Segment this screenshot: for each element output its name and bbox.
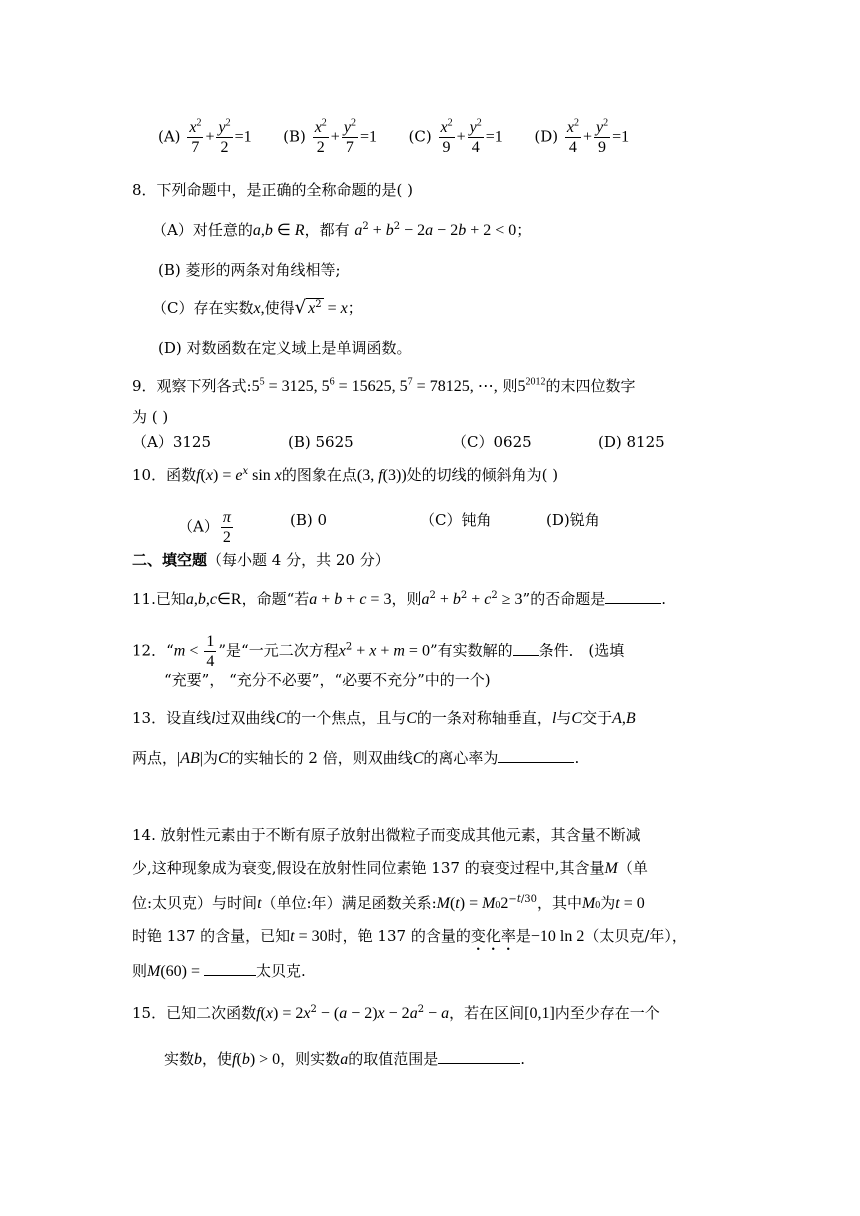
q7-option-b-label: (B) bbox=[283, 127, 306, 146]
q14-line4: 时铯 137 的含量，已知t = 30时，铯 137 的含量的变化率是−10 ln 2（太贝克/年）， bbox=[132, 927, 687, 945]
q7-a-frac1: $\frac{x^2}{7}$ bbox=[189, 117, 202, 156]
q15: 15．已知二次函数$f(x) = 2x^2 - (a - 2)x - 2a^2 - a$，若在区间[0,1]内至少存在一个 bbox=[132, 1004, 660, 1022]
q14-line2: 少,这种现象成为衰变,假设在放射性同位素铯 137 的衰变过程中,其含量M（单 bbox=[132, 859, 648, 877]
q8-stem: 8．下列命题中，是正确的全称命题的是( ) bbox=[132, 181, 414, 199]
q12-line2: “充要”， “充分不必要”，“必要不充分”中的一个) bbox=[164, 671, 491, 689]
q7-a-frac2: $\frac{y^2}{2}$ bbox=[218, 117, 231, 156]
q7-b-frac2: $\frac{y^2}{7}$ bbox=[343, 117, 356, 156]
q8-option-b: (B) 菱形的两条对角线相等; bbox=[158, 261, 341, 279]
q7-c-frac1: $\frac{x^2}{9}$ bbox=[440, 117, 453, 156]
q15-answer-blank[interactable] bbox=[438, 1049, 520, 1064]
q8-option-d: (D) 对数函数在定义域上是单调函数。 bbox=[158, 339, 412, 357]
q11: 11.已知a,b,c∈R，命题“若a + b + c = 3，则$a^2 + b^2 + c^2 \ge 3$”的否命题是 . bbox=[132, 590, 666, 608]
q8-option-a: （A）对任意的a,b ∈ R，都有 $a^2 + b^2 - 2a - 2b + 2 < 0$； bbox=[152, 221, 532, 239]
q12-answer-blank[interactable] bbox=[513, 641, 539, 656]
q7-option-a-label: (A) bbox=[158, 127, 181, 146]
q12: 12．“m < $\frac{1}{4}$ ”是“一元二次方程$x^2 + x + m = 0$”有实数解的 条件． (选填 bbox=[132, 633, 625, 670]
section2-heading: 二、填空题（每小题 4 分，共 20 分） bbox=[132, 551, 390, 569]
q9-option-d: (D) 8125 bbox=[598, 433, 665, 451]
one-quarter-fraction: $\frac{1}{4}$ bbox=[206, 633, 215, 670]
pi-over-2: $\frac{\pi}{2}$ bbox=[222, 509, 231, 546]
q9-stem-line2: 为 ( ) bbox=[132, 408, 169, 426]
q8-option-c: （C）存在实数x,使得√ $x^2 = x$； bbox=[152, 297, 363, 318]
q9-stem: 9．观察下列各式$:5^5 = 3125$, $5^6 = 15625$, $5^7 = 78125$, ⋯, 则$5^{2012}$的末四位数字 bbox=[132, 376, 636, 395]
q7-option-c-label: (C) bbox=[408, 127, 432, 146]
q14-line1: 14. 放射性元素由于不断有原子放射出微粒子而变成其他元素，其含量不断减 bbox=[132, 826, 641, 844]
q11-answer-blank[interactable] bbox=[605, 589, 661, 604]
q9-option-c: （C）0625 bbox=[452, 433, 532, 451]
q10-stem: 10．函数$f(x) = e^x$ sin x的图象在点(3, f(3))处的切线的倾斜角为( ) bbox=[132, 466, 559, 484]
q7-c-frac2: $\frac{y^2}{4}$ bbox=[469, 117, 482, 156]
q7-d-frac1: $\frac{x^2}{4}$ bbox=[566, 117, 579, 156]
q14-line3: 位:太贝克）与时间t（单位:年）满足函数关系:M(t) = $M02^{-t/30}$，其中M0为t = 0 bbox=[132, 894, 645, 912]
q14-answer-blank[interactable] bbox=[204, 961, 256, 976]
q10-option-b: (B) 0 bbox=[290, 511, 328, 529]
q13: 13．设直线l过双曲线C的一个焦点，且与C的一条对称轴垂直，l与C交于A,B bbox=[132, 709, 636, 727]
q10-option-d: (D)锐角 bbox=[546, 511, 600, 529]
q9-option-b: (B) 5625 bbox=[288, 433, 354, 451]
q7-option-d-label: (D) bbox=[534, 127, 559, 146]
q15-line2: 实数b，使f(b) > 0，则实数a的取值范围是 . bbox=[164, 1050, 525, 1068]
q13-line2: 两点，|AB|为C的实轴长的 2 倍，则双曲线C的离心率为 . bbox=[132, 749, 580, 767]
q13-answer-blank[interactable] bbox=[498, 748, 574, 763]
q7-options: (A) $\frac{x^2}{7}$ + $\frac{y^2}{2}$ =1 (B) $\frac{x^2}{2}$ + $\frac{y^2}{7}$ =1 (C) $\frac{x^2}{9}$ + $\frac{y^2}{4}$ =1 (D) $\frac{x^2}{4}$ + $\frac{y^2}{9}$ =1 bbox=[158, 117, 630, 156]
q7-d-frac2: $\frac{y^2}{9}$ bbox=[596, 117, 609, 156]
q7-b-frac1: $\frac{x^2}{2}$ bbox=[314, 117, 327, 156]
q10-option-c: （C）钝角 bbox=[420, 511, 492, 529]
q9-option-a: （A）3125 bbox=[132, 433, 212, 451]
q10-option-a: （A） $\frac{\pi}{2}$ bbox=[178, 509, 231, 546]
sqrt-symbol: √ $x^2$ bbox=[294, 297, 322, 318]
q14-line5: 则M(60) = 太贝克. bbox=[132, 962, 306, 980]
